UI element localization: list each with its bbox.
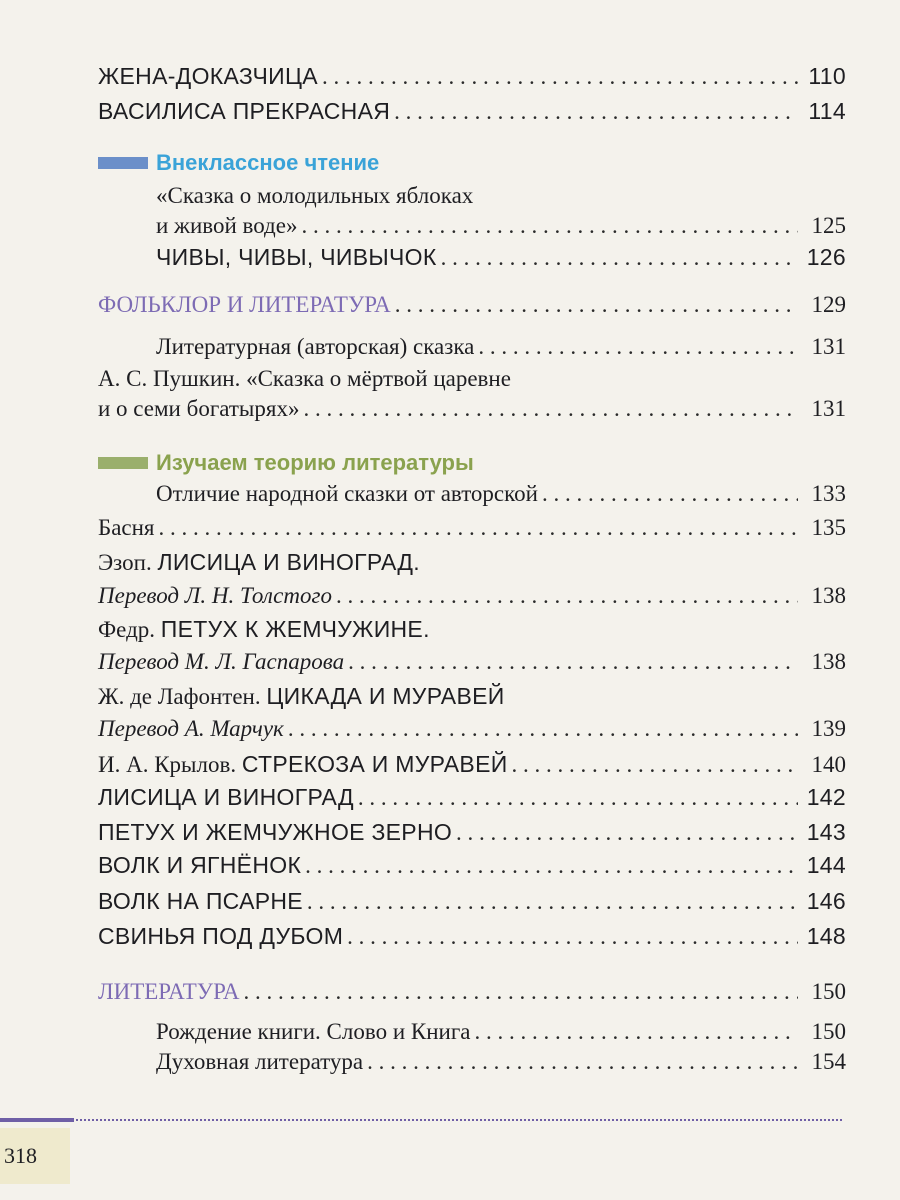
entry-translation: Перевод М. Л. Гаспарова — [98, 649, 345, 674]
leader-dots — [358, 784, 798, 812]
entry-title: ЛИСИЦА И ВИНОГРАД — [98, 784, 354, 810]
toc-entry — [98, 514, 846, 542]
entry-page: 142 — [806, 784, 846, 810]
entry-page: 110 — [808, 63, 846, 89]
entry-page: 138 — [811, 583, 846, 608]
entry-title: ВАСИЛИСА ПРЕКРАСНАЯ — [98, 98, 391, 124]
entry-title: Духовная литература — [156, 1049, 364, 1074]
entry-line — [98, 548, 420, 577]
leader-dots — [394, 98, 798, 126]
entry-page: 154 — [811, 1049, 846, 1074]
leader-dots — [303, 395, 798, 423]
leader-dots — [441, 244, 798, 272]
entry-translation: Перевод А. Марчук — [98, 716, 284, 741]
leader-dots — [348, 648, 798, 676]
entry-author: Ж. де Лафонтен. — [98, 684, 261, 709]
section-bar-blue — [98, 157, 148, 169]
toc-entry — [156, 1048, 846, 1076]
leader-dots — [478, 333, 798, 361]
entry-page: 143 — [806, 819, 846, 845]
entry-page: 133 — [811, 481, 846, 506]
leader-dots — [305, 852, 798, 880]
leader-dots — [347, 923, 798, 951]
page-number: 318 — [0, 1128, 70, 1184]
toc-entry — [98, 291, 846, 319]
entry-author: Эзоп. — [98, 550, 152, 575]
entry-title: ЛИСИЦА И ВИНОГРАД. — [157, 549, 420, 575]
entry-line — [98, 615, 430, 644]
leader-dots — [336, 582, 798, 610]
entry-title: Рождение книги. Слово и Книга — [156, 1019, 471, 1044]
section-bar-green — [98, 457, 148, 469]
section-label: Изучаем теорию литературы — [156, 450, 474, 475]
toc-entry — [156, 243, 846, 272]
entry-title: и живой воде» — [156, 213, 298, 238]
entry-title: ПЕТУХ И ЖЕМЧУЖНОЕ ЗЕРНО — [98, 819, 453, 845]
entry-page: 135 — [811, 515, 846, 540]
toc-entry — [98, 818, 846, 847]
leader-dots — [475, 1018, 799, 1046]
leader-dots — [159, 514, 798, 542]
entry-title: Отличие народной сказки от авторской — [156, 481, 538, 506]
entry-page: 139 — [811, 716, 846, 741]
entry-page: 144 — [806, 852, 846, 878]
toc-entry — [98, 750, 846, 779]
entry-title: ЖЕНА-ДОКАЗЧИЦА — [98, 63, 318, 89]
entry-title: ВОЛК НА ПСАРНЕ — [98, 888, 303, 914]
section-heading-theory — [98, 450, 474, 476]
entry-page: 150 — [811, 979, 846, 1004]
entry-page: 138 — [811, 649, 846, 674]
entry-author: Федр. — [98, 617, 156, 642]
footer-rule-solid — [0, 1118, 74, 1122]
toc-entry — [98, 978, 846, 1006]
toc-entry — [156, 480, 846, 508]
entry-author: И. А. Крылов. — [98, 752, 237, 777]
entry-title: Литературная (авторская) сказка — [156, 334, 475, 359]
entry-page: 129 — [811, 292, 846, 317]
toc-entry — [98, 395, 846, 423]
leader-dots — [244, 978, 798, 1006]
toc-entry — [98, 851, 846, 880]
footer-rule-dotted — [76, 1119, 842, 1121]
leader-dots — [456, 819, 798, 847]
leader-dots — [367, 1048, 798, 1076]
toc-entry — [156, 1018, 846, 1046]
toc-entry — [98, 715, 846, 743]
toc-entry — [98, 887, 846, 916]
leader-dots — [301, 212, 798, 240]
entry-title: ЧИВЫ, ЧИВЫ, ЧИВЫЧОК — [156, 244, 437, 270]
footer-rule — [0, 1118, 842, 1122]
toc-entry — [98, 62, 846, 91]
leader-dots — [542, 480, 798, 508]
entry-title: СТРЕКОЗА И МУРАВЕЙ — [241, 751, 508, 777]
entry-page: 140 — [811, 752, 846, 777]
toc-entry — [98, 97, 846, 126]
toc-entry — [98, 922, 846, 951]
entry-title: ЛИТЕРАТУРА — [98, 979, 240, 1004]
section-heading-extracurricular — [98, 150, 379, 176]
leader-dots — [288, 715, 798, 743]
toc-entry — [98, 648, 846, 676]
entry-line — [98, 682, 505, 711]
entry-title: ВОЛК И ЯГНЁНОК — [98, 852, 302, 878]
toc-entry — [156, 212, 846, 240]
entry-title: ЦИКАДА И МУРАВЕЙ — [266, 683, 505, 709]
entry-title: ПЕТУХ К ЖЕМЧУЖИНЕ. — [160, 616, 430, 642]
entry-line: А. С. Пушкин. «Сказка о мёртвой царевне — [98, 366, 511, 391]
leader-dots — [322, 63, 798, 91]
entry-page: 148 — [806, 923, 846, 949]
entry-line: «Сказка о молодильных яблоках — [156, 183, 474, 208]
entry-page: 150 — [811, 1019, 846, 1044]
toc-entry — [98, 582, 846, 610]
leader-dots — [512, 751, 798, 779]
entry-title: ФОЛЬКЛОР И ЛИТЕРАТУРА — [98, 292, 391, 317]
entry-translation: Перевод Л. Н. Толстого — [98, 583, 332, 608]
leader-dots — [395, 291, 798, 319]
toc-entry — [156, 333, 846, 361]
entry-page: 131 — [811, 396, 846, 421]
entry-page: 126 — [806, 244, 846, 270]
entry-title: СВИНЬЯ ПОД ДУБОМ — [98, 923, 344, 949]
entry-page: 131 — [811, 334, 846, 359]
toc-entry — [98, 783, 846, 812]
entry-title: и о семи богатырях» — [98, 396, 300, 421]
leader-dots — [307, 888, 798, 916]
entry-page: 146 — [806, 888, 846, 914]
entry-title: Басня — [98, 515, 155, 540]
entry-page: 125 — [811, 213, 846, 238]
section-label: Внеклассное чтение — [156, 150, 380, 175]
entry-page: 114 — [808, 98, 846, 124]
